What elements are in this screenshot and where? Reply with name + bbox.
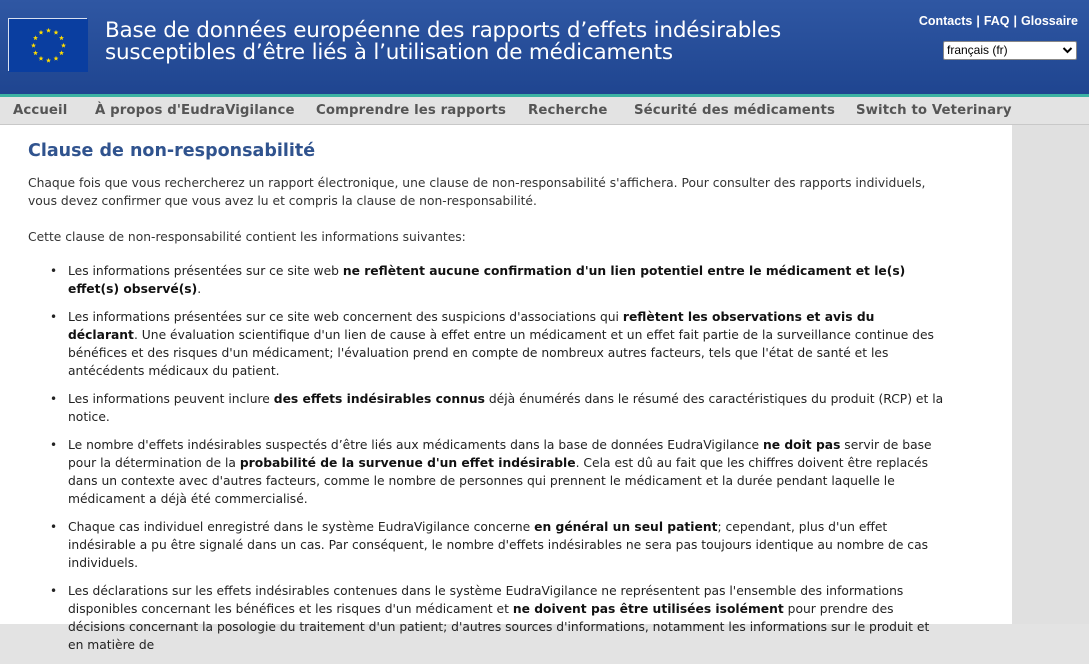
nav-item-accueil[interactable]: Accueil bbox=[13, 103, 68, 118]
bullet-dot-icon: • bbox=[50, 392, 58, 406]
right-sidebar bbox=[1012, 125, 1089, 624]
intro-paragraph: Chaque fois que vous rechercherez un rapport électronique, une clause de non-responsabilité s'affichera. Pour consulter des rapports individuels, vous devez confirmer que vous avez lu et compris la clause de non-responsabilité. bbox=[28, 176, 926, 208]
nav-item-recherche[interactable]: Recherche bbox=[528, 103, 608, 118]
link-separator: | bbox=[1013, 14, 1018, 28]
list-item-text: déjà énumérés dans le résumé des caractéristiques du produit (RCP) et la notice. bbox=[68, 392, 944, 424]
chevron-down-icon bbox=[1062, 42, 1073, 62]
emphasis-text: probabilité de la survenue d'un effet indésirable bbox=[239, 456, 576, 470]
bullet-dot-icon: • bbox=[50, 310, 58, 324]
link-separator: | bbox=[976, 14, 980, 28]
list-item-text: . Cela est dû au fait que les chiffres doivent être replacés dans un contexte avec d'autres facteurs, comme le nombre de personnes qui prennent le médicament et la durée pendant laquelle le médicament a déjà été commercialisé. bbox=[68, 456, 928, 506]
list-item-text: servir de base pour la détermination de la bbox=[68, 438, 932, 470]
list-item-text: Les informations peuvent inclure bbox=[68, 392, 274, 406]
bullet-dot-icon: • bbox=[50, 520, 58, 534]
emphasis-text: ne reflètent aucune confirmation d'un lien potentiel entre le médicament et le(s) effet(s) observé(s) bbox=[68, 264, 906, 296]
contacts-link[interactable]: Contacts bbox=[918, 14, 973, 28]
eu-flag-logo[interactable] bbox=[8, 18, 87, 71]
page-title: Clause de non-responsabilité bbox=[28, 141, 316, 161]
main-nav bbox=[0, 97, 1089, 125]
language-select-value: français (fr) bbox=[947, 43, 1008, 57]
main-content bbox=[0, 125, 1012, 652]
bullet-dot-icon: • bbox=[50, 264, 58, 278]
emphasis-text: en général un seul patient bbox=[534, 520, 718, 534]
list-item bbox=[48, 436, 948, 508]
site-header bbox=[0, 0, 1089, 94]
list-item bbox=[48, 518, 948, 572]
list-item bbox=[48, 582, 948, 654]
top-links bbox=[919, 14, 1078, 28]
site-title-line2: susceptibles d’être liés à l’utilisation de médicaments bbox=[105, 40, 673, 65]
bullet-dot-icon: • bbox=[50, 438, 58, 452]
bullet-dot-icon: • bbox=[50, 584, 58, 598]
disclaimer-list bbox=[48, 262, 948, 664]
list-item-text: Les déclarations sur les effets indésirables contenues dans le système EudraVigilance ne représentent pas l'ensemble des informations disponibles concernant les bénéfices et les risques d'un médicament et bbox=[68, 584, 904, 616]
nav-item-securite-medicaments[interactable]: Sécurité des médicaments bbox=[634, 103, 835, 118]
emphasis-text: ne doivent pas être utilisées isolément bbox=[512, 602, 784, 616]
list-item bbox=[48, 308, 948, 380]
faq-link[interactable]: FAQ bbox=[983, 14, 1010, 28]
lead-paragraph: Cette clause de non-responsabilité contient les informations suivantes: bbox=[28, 230, 466, 244]
emphasis-text: reflètent les observations et avis du déclarant bbox=[68, 310, 875, 342]
list-item-text: Chaque cas individuel enregistré dans le système EudraVigilance concerne bbox=[68, 520, 535, 534]
emphasis-text: des effets indésirables connus bbox=[273, 392, 485, 406]
list-item-text: . Une évaluation scientifique d'un lien de cause à effet entre un médicament et un effet fait partie de la surveillance continue des bénéfices et des risques d'un médicament; l'évaluation prend en compte de nombreux autres facteurs, tels que l'état de santé et les antécédents médicaux du patient. bbox=[68, 328, 934, 378]
list-item-text: Les informations présentées sur ce site web concernent des suspicions d'associations qui bbox=[68, 310, 623, 324]
nav-item-switch-veterinary[interactable]: Switch to Veterinary bbox=[856, 103, 1012, 118]
list-item-text: Le nombre d'effets indésirables suspectés d’être liés aux médicaments dans la base de données EudraVigilance bbox=[68, 438, 763, 452]
list-item-text: Les informations présentées sur ce site web bbox=[68, 264, 343, 278]
nav-item-comprendre-rapports[interactable]: Comprendre les rapports bbox=[316, 103, 506, 118]
list-item bbox=[48, 390, 948, 426]
site-title-line1: Base de données européenne des rapports d’effets indésirables bbox=[105, 18, 781, 43]
list-item-text: ; cependant, plus d'un effet indésirable a pu être signalé dans un cas. Par conséquent, le nombre d'effets indésirables ne sera pas toujours identique au nombre de cas individuels. bbox=[68, 520, 929, 570]
list-item bbox=[48, 262, 948, 298]
glossary-link[interactable]: Glossaire bbox=[1021, 14, 1078, 28]
list-item-text: . bbox=[197, 282, 202, 296]
emphasis-text: ne doit pas bbox=[762, 438, 841, 452]
language-select[interactable] bbox=[943, 41, 1077, 60]
nav-item-a-propos[interactable]: À propos d'EudraVigilance bbox=[95, 103, 295, 118]
list-item-text: pour prendre des décisions concernant la posologie du traitement d'un patient; d'autres sources d'informations, notamment les informations sur le produit et en matière de bbox=[68, 602, 930, 652]
site-title bbox=[105, 20, 905, 64]
